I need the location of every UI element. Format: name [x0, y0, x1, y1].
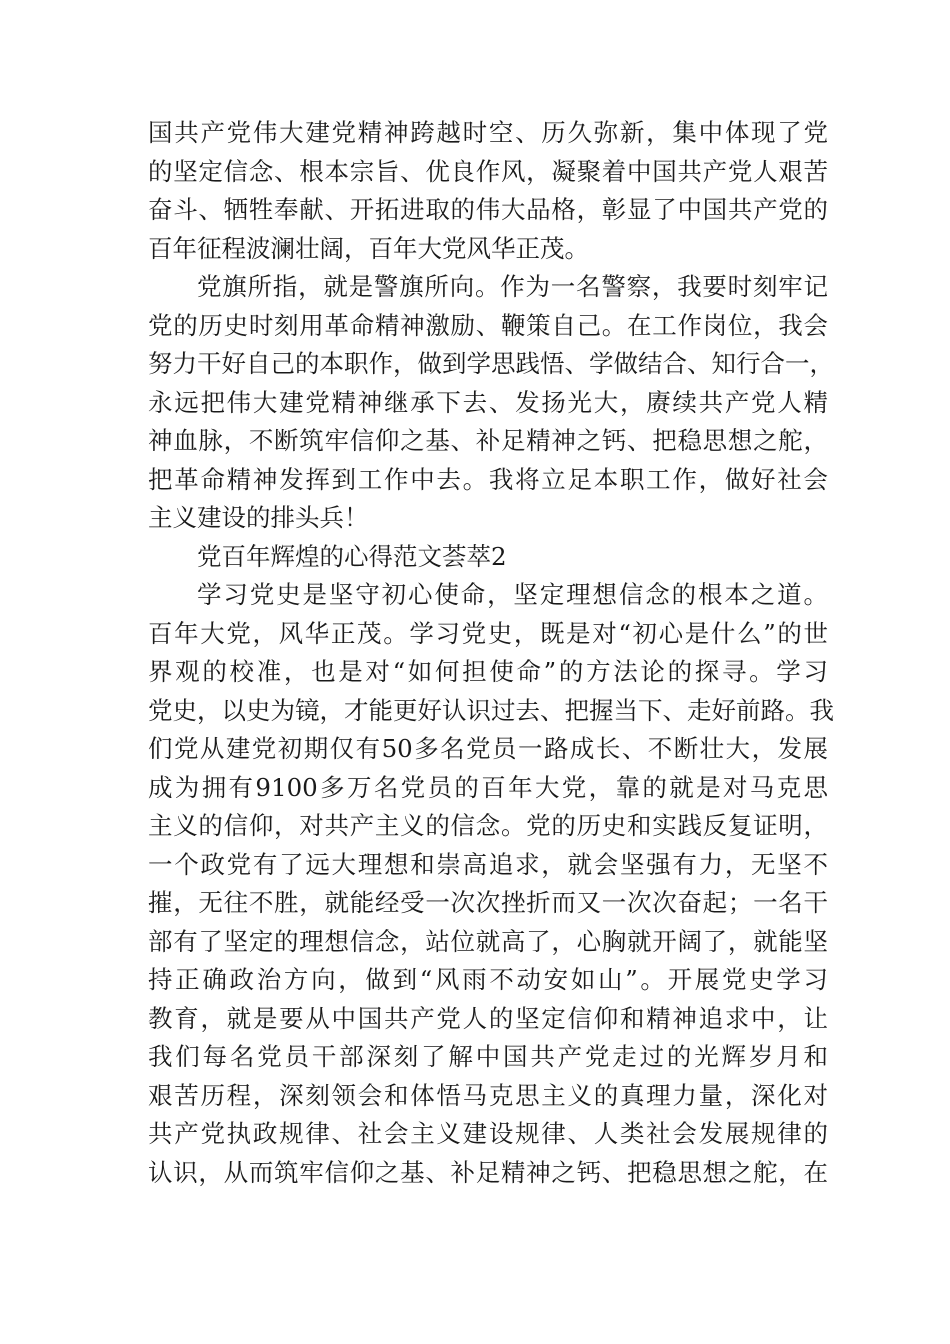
text-line: 奋斗、牺牲奉献、开拓进取的伟大品格，彰显了中国共产党的: [148, 195, 828, 224]
text-line: 艰苦历程，深刻领会和体悟马克思主义的真理力量，深化对: [148, 1080, 828, 1110]
text-line: 认识，从而筑牢信仰之基、补足精神之钙、把稳思想之舵，在: [148, 1157, 828, 1187]
text-line: 努力干好自己的本职作，做到学思践悟、学做结合、知行合一，: [148, 349, 834, 378]
text-line: 持正确政治方向，做到“风雨不动安如山”。开展党史学习: [148, 965, 828, 994]
text-line: 一个政党有了远大理想和崇高追求，就会坚强有力，无坚不: [148, 849, 828, 879]
text-line: 神血脉，不断筑牢信仰之基、补足精神之钙、把稳思想之舵，: [148, 426, 828, 455]
text-line: 国共产党伟大建党精神跨越时空、历久弥新，集中体现了党: [148, 118, 828, 147]
text-line: 主义建设的排头兵！: [148, 503, 369, 532]
document-body: [148, 114, 834, 1192]
text-line: 的坚定信念、根本宗旨、优良作风，凝聚着中国共产党人艰苦: [148, 156, 828, 186]
text-line: 教育，就是要从中国共产党人的坚定信仰和精神追求中，让: [148, 1003, 828, 1033]
text-line: 百年大党，风华正茂。学习党史，既是对“初心是什么”的世: [148, 618, 828, 648]
text-line: 界观的校准，也是对“如何担使命”的方法论的探寻。学习: [148, 657, 828, 686]
text-line: 永远把伟大建党精神继承下去、发扬光大，赓续共产党人精: [148, 387, 828, 417]
text-line: 党的历史时刻用革命精神激励、鞭策自己。在工作岗位，我会: [148, 310, 828, 340]
text-line: 党旗所指，就是警旗所向。作为一名警察，我要时刻牢记: [197, 272, 828, 301]
text-line: 把革命精神发挥到工作中去。我将立足本职工作，做好社会: [148, 464, 828, 494]
text-line: 主义的信仰，对共产主义的信念。党的历史和实践反复证明，: [148, 811, 828, 840]
text-line: 摧，无往不胜，就能经受一次次挫折而又一次次奋起；一名干: [148, 888, 828, 917]
text-line: 成为拥有9100多万名党员的百年大党，靠的就是对马克思: [148, 772, 828, 802]
text-line: 我们每名党员干部深刻了解中国共产党走过的光辉岁月和: [148, 1042, 828, 1071]
text-line: 百年征程波澜壮阔，百年大党风华正茂。: [148, 233, 589, 263]
text-line: 们党从建党初期仅有50多名党员一路成长、不断壮大，发展: [148, 734, 828, 763]
text-line: 部有了坚定的理想信念，站位就高了，心胸就开阔了，就能坚: [148, 926, 828, 956]
text-line: 共产党执政规律、社会主义建设规律、人类社会发展规律的: [148, 1119, 828, 1148]
text-line: 党史，以史为镜，才能更好认识过去、把握当下、走好前路。我: [148, 695, 834, 725]
text-line: 学习党史是坚守初心使命，坚定理想信念的根本之道。: [197, 580, 828, 609]
text-line: 党百年辉煌的心得范文荟萃2: [197, 541, 507, 571]
